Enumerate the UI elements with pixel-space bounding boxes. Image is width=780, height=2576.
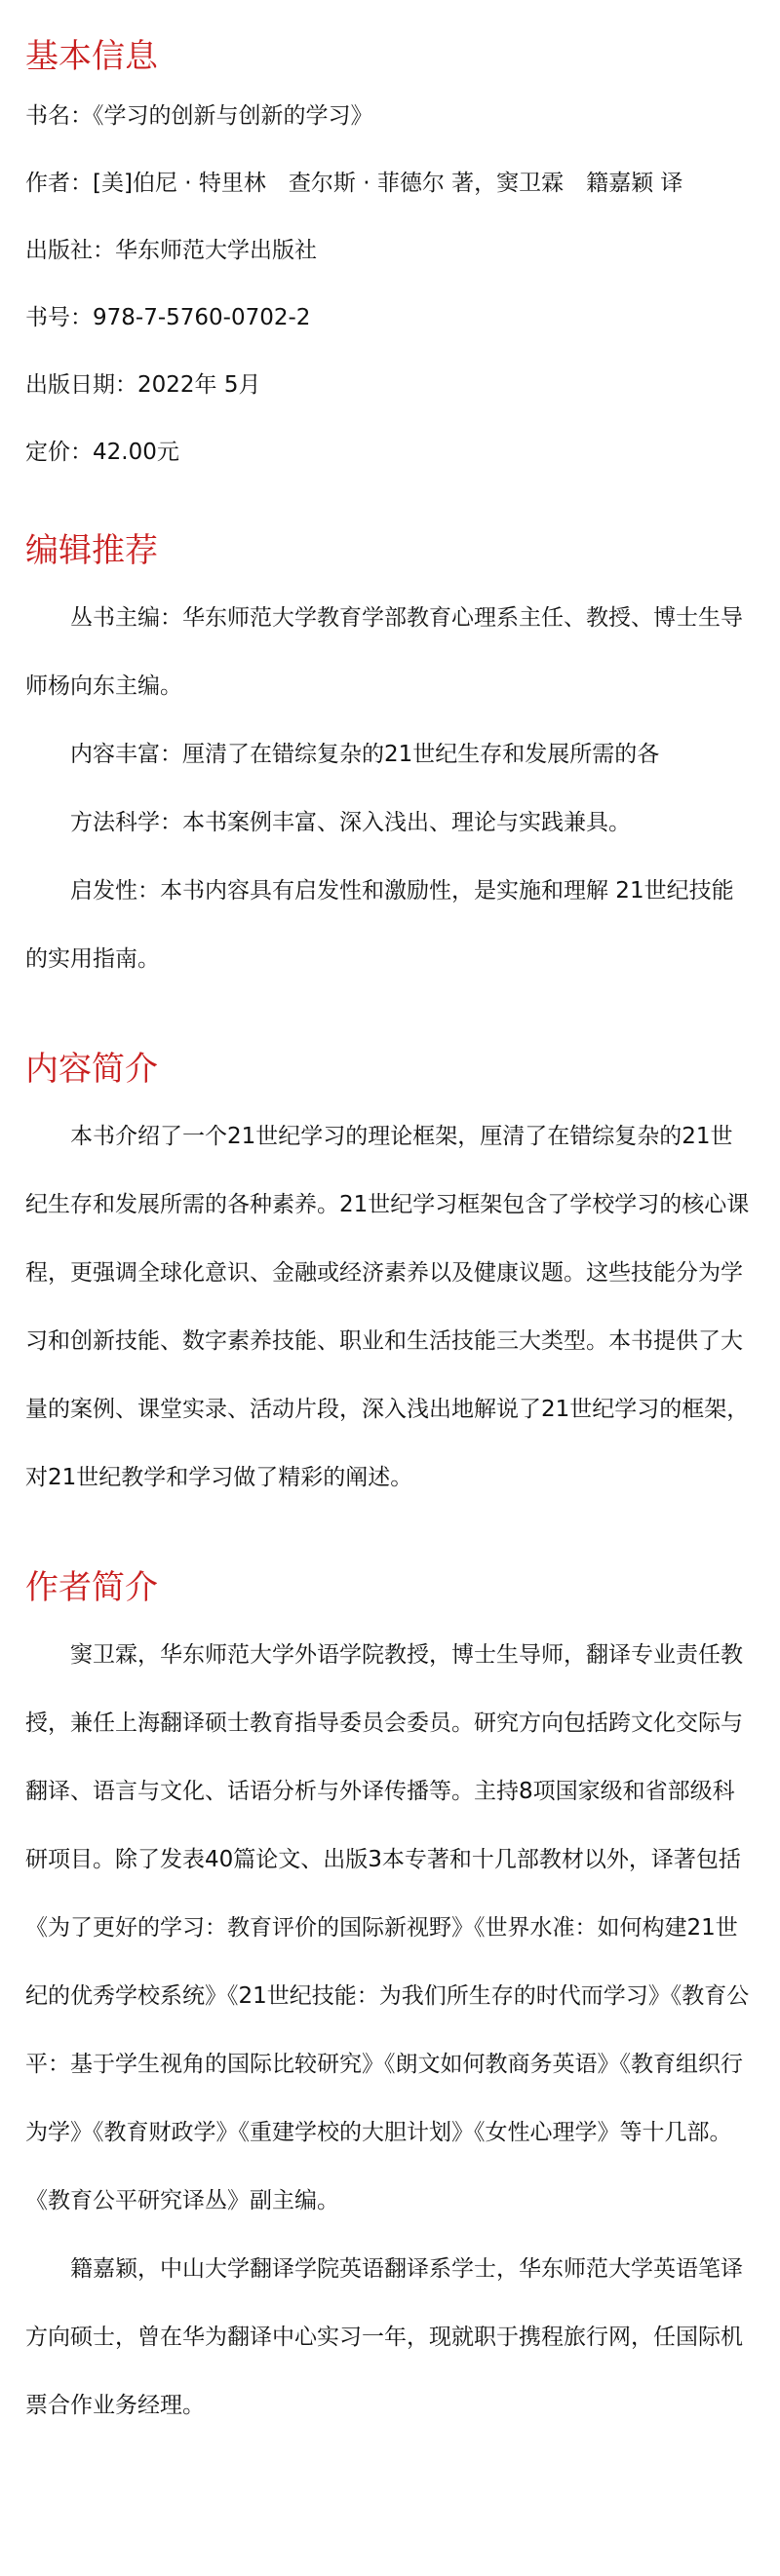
author-intro-section [25, 1568, 755, 2440]
publisher-field: 出版社：华东师范大学出版社 [25, 238, 317, 263]
editor-paragraph: 丛书主编：华东师范大学教育学部教育心理系主任、教授、博士生导师杨向东主编。 [25, 605, 743, 699]
editor-paragraph: 方法科学：本书案例丰富、深入浅出、理论与实践兼具。 [70, 810, 631, 835]
intro-paragraph: 本书介绍了一个21世纪学习的理论框架，厘清了在错综复杂的21世纪生存和发展所需的各种素养。21世纪学习框架包含了学校学习的核心课程，更强调全球化意识、金融或经济素养以及健康议题。这些技能分为学习和创新技能、数字素养技能、职业和生活技能三大类型。本书提供了大量的案例、课堂实录、活动片段，深入浅出地解说了21世纪学习的框架，对21世纪教学和学习做了精彩的阐述。 [25, 1124, 750, 1490]
isbn-field: 书号：978-7-5760-0702-2 [25, 305, 311, 330]
editor-recommendation-heading: 编辑推荐 [25, 531, 158, 570]
basic-info-section [25, 0, 755, 467]
book-name-field: 书名：《学习的创新与创新的学习》 [25, 103, 373, 129]
author-field: 作者：[美]伯尼 · 特里林 查尔斯 · 菲德尔 著，窦卫霖 籍嘉颖 译 [25, 171, 683, 196]
basic-info-heading: 基本信息 [25, 37, 158, 76]
price-field: 定价：42.00元 [25, 440, 179, 465]
content-intro-heading: 内容简介 [25, 1050, 158, 1089]
author-intro-heading: 作者简介 [25, 1568, 158, 1607]
author-paragraph: 窦卫霖，华东师范大学外语学院教授，博士生导师，翻译专业责任教授，兼任上海翻译硕士教育指导委员会委员。研究方向包括跨文化交际与翻译、语言与文化、话语分析与外译传播等。主持8项国家级和省部级科研项目。除了发表40篇论文、出版3本专著和十几部教材以外，译著包括《为了更好的学习：教育评价的国际新视野》《世界水准：如何构建21世纪的优秀学校系统》《21世纪技能：为我们所生存的时代而学习》《教育公平：基于学生视角的国际比较研究》《朗文如何教商务英语》《教育组织行为学》《教育财政学》《重建学校的大胆计划》《女性心理学》等十几部。《教育公平研究译丛》副主编。 [25, 1642, 750, 2213]
content-intro-section [25, 1050, 755, 1512]
pub-date-field: 出版日期：2022年 5月 [25, 372, 261, 398]
editor-recommendation-section [25, 531, 755, 993]
editor-paragraph: 启发性：本书内容具有启发性和激励性，是实施和理解 21世纪技能的实用指南。 [25, 878, 734, 972]
author-paragraph: 籍嘉颖，中山大学翻译学院英语翻译系学士，华东师范大学英语笔译方向硕士，曾在华为翻译中心实习一年，现就职于携程旅行网，任国际机票合作业务经理。 [25, 2256, 743, 2418]
editor-paragraph: 内容丰富：厘清了在错综复杂的21世纪生存和发展所需的各 [70, 742, 660, 767]
